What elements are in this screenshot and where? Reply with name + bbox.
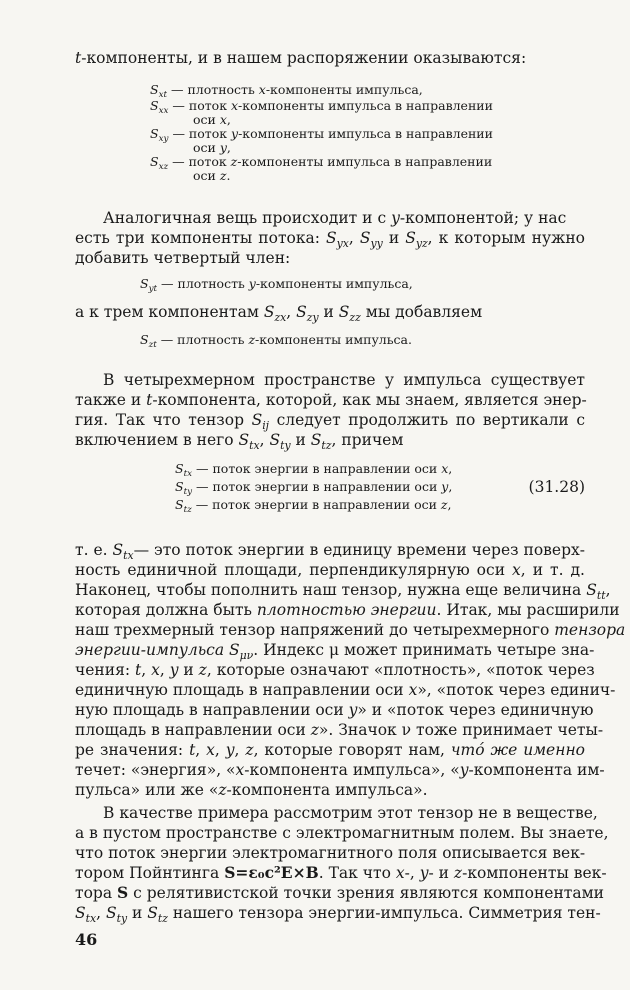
text-line: течет: «энергия», «x-компонента импульса», «y-компонента им- [75,761,605,779]
text-line: тором Пойнтинга S=ε₀c²E×B. Так что x-, y- и z-компоненты век- [75,863,607,882]
definition-sxx: $S_{xx}$ — поток x-компоненты импульса в направлении [150,98,493,117]
definition-sxx-cont: оси x, [193,112,231,127]
text-line: единичную площадь в направлении оси x», «поток через единич- [75,681,616,699]
definition-sxz-cont: оси z. [193,168,231,183]
text-line: тора S с релятивистской точки зрения являются компонентами [75,883,605,902]
text-line: есть три компоненты потока: $S_{yx}$, $S_{yy}$ и $S_{yz}$, к которым нужно [75,229,585,250]
definition-sxy: $S_{xy}$ — поток y-компоненты импульса в направлении [150,126,493,145]
text-line: В качестве примера рассмотрим этот тензор не в веществе, [103,804,598,822]
text-line: площадь в направлении оси z». Значок ν тоже принимает четы- [75,721,604,739]
text-line: энергии-импульса $S_{\mu\nu}$. Индекс μ может принимать четыре зна- [75,641,595,662]
text-line: а в пустом пространстве с электромагнитным полем. Вы знаете, [75,824,609,842]
text-line: а к трем компонентам $S_{zx}$, $S_{zy}$ и $S_{zz}$ мы добавляем [75,303,483,324]
text-line: Аналогичная вещь происходит и с y-компонентой; у нас [103,209,567,227]
text-line: ную площадь в направлении оси y» и «поток через единичную [75,701,594,719]
text-line: чения: t, x, y и z, которые означают «плотность», «поток через [75,661,595,679]
text-line: Наконец, чтобы пополнить наш тензор, нужна еще величина $S_{tt}$, [75,581,611,602]
equation-number: (31.28) [528,478,585,496]
equation-line: $S_{tz}$ — поток энергии в направлении оси z, [175,497,452,516]
page-number: 46 [75,930,98,949]
text-line: В четырехмерном пространстве у импульса существует [103,371,585,389]
equation-line: $S_{tx}$ — поток энергии в направлении оси x, [175,461,453,480]
definition-syt: $S_{yt}$ — плотность y-компоненты импульса, [140,276,413,295]
text-line: добавить четвертый член: [75,249,291,267]
text-line: t-компоненты, и в нашем распоряжении оказываются: [75,49,527,67]
equation-line: $S_{ty}$ — поток энергии в направлении оси y, [175,479,453,498]
definition-szt: $S_{zt}$ — плотность z-компоненты импульса. [140,332,412,351]
definition-sxy-cont: оси y, [193,140,231,155]
definition-sxt: $S_{xt}$ — плотность x-компоненты импульса, [150,82,423,101]
text-line: гия. Так что тензор $S_{ij}$ следует продолжить по вертикали с [75,411,585,432]
text-line: $S_{tx}$, $S_{ty}$ и $S_{tz}$ нашего тензора энергии-импульса. Симметрия тен- [75,904,601,925]
text-line: наш трехмерный тензор напряжений до четырехмерного тензора [75,621,626,639]
text-line: пульса» или же «z-компонента импульса». [75,781,428,799]
definition-sxz: $S_{xz}$ — поток z-компоненты импульса в направлении [150,154,493,173]
text-line: что поток энергии электромагнитного поля описывается век- [75,844,586,862]
text-line: также и t-компонента, которой, как мы знаем, является энер- [75,391,587,409]
text-line: т. е. $S_{tx}—$ это поток энергии в единицу времени через поверх- [75,541,585,562]
text-line: которая должна быть плотностью энергии. Итак, мы расширили [75,601,620,619]
text-line: включением в него $S_{tx}$, $S_{ty}$ и $S_{tz}$, причем [75,431,404,452]
text-line: ность единичной площади, перпендикулярную оси x, и т. д. [75,561,585,579]
text-line: ре значения: t, x, y, z, которые говорят нам, что́ же именно [75,741,585,759]
